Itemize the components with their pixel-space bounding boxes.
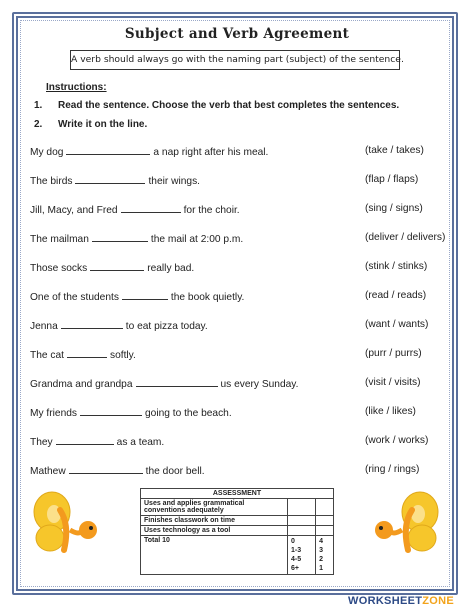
sentence-end: softly. — [109, 350, 136, 361]
question-row — [30, 463, 450, 477]
verb-choices: (like / likes) — [365, 406, 416, 417]
butterfly-left-icon — [30, 490, 100, 560]
sentence-end: us every Sunday. — [220, 379, 299, 390]
question-row — [30, 318, 450, 332]
question-row — [30, 289, 450, 303]
sentence-start: Jill, Macy, and Fred — [30, 205, 118, 216]
instructions-heading: Instructions: — [46, 82, 107, 93]
question-sentence — [30, 405, 232, 421]
worksheet-title: Subject and Verb Agreement — [124, 26, 350, 42]
assessment-score-cell — [316, 526, 334, 536]
question-row — [30, 173, 450, 187]
question-sentence — [30, 260, 194, 276]
assessment-heading: ASSESSMENT — [141, 489, 334, 499]
logo-part1: WORKSHEET — [348, 595, 423, 607]
scale-value: 6+ — [291, 565, 299, 572]
instruction-2 — [34, 119, 147, 130]
sentence-end: to eat pizza today. — [125, 321, 208, 332]
logo-part2: ZONE — [422, 595, 454, 607]
question-row — [30, 376, 450, 390]
question-row — [30, 202, 450, 216]
question-row — [30, 260, 450, 274]
sentence-end: the book quietly. — [170, 292, 245, 303]
sentence-start: My friends — [30, 408, 77, 419]
sentence-end: for the choir. — [183, 205, 240, 216]
question-row — [30, 405, 450, 419]
verb-choices: (flap / flaps) — [365, 174, 419, 185]
sentence-end: as a team. — [116, 437, 165, 448]
answer-blank[interactable] — [56, 434, 114, 445]
verb-choices: (purr / purrs) — [365, 348, 422, 359]
sentence-end: their wings. — [148, 176, 200, 187]
assessment-total-label: Total 10 — [141, 536, 288, 575]
answer-blank[interactable] — [122, 289, 168, 300]
answer-blank[interactable] — [80, 405, 142, 416]
sentence-end: the door bell. — [145, 466, 205, 477]
answer-blank[interactable] — [136, 376, 218, 387]
answer-blank[interactable] — [90, 260, 144, 271]
scale-value: 4-5 — [291, 556, 302, 563]
verb-choices: (visit / visits) — [365, 377, 421, 388]
rule-box: A verb should always go with the naming part (subject) of the sentence. — [70, 50, 400, 70]
worksheetzone-logo — [348, 595, 454, 607]
question-sentence — [30, 463, 205, 479]
instruction-1 — [34, 100, 399, 111]
verb-choices: (deliver / delivers) — [365, 232, 446, 243]
verb-choices: (want / wants) — [365, 319, 429, 330]
scale-value: 0 — [291, 538, 295, 545]
question-sentence — [30, 434, 164, 450]
sentence-end: a nap right after his meal. — [153, 147, 269, 158]
question-row — [30, 231, 450, 245]
verb-choices: (work / works) — [365, 435, 429, 446]
scale-value: 1 — [319, 565, 323, 572]
assessment-score-cell — [316, 516, 334, 526]
instruction-text: Write it on the line. — [58, 119, 148, 130]
instruction-text: Read the sentence. Choose the verb that best completes the sentences. — [58, 100, 400, 111]
assessment-score-cell — [288, 516, 316, 526]
sentence-start: They — [30, 437, 53, 448]
verb-choices: (take / takes) — [365, 145, 424, 156]
sentence-start: The birds — [30, 176, 73, 187]
sentence-end: going to the beach. — [145, 408, 232, 419]
assessment-scale-right — [316, 536, 334, 575]
sentence-start: Those socks — [30, 263, 88, 274]
question-sentence — [30, 289, 244, 305]
instruction-number: 1. — [34, 100, 43, 111]
sentence-start: One of the students — [30, 292, 119, 303]
assessment-scale-left — [288, 536, 316, 575]
sentence-start: The cat — [30, 350, 64, 361]
scale-value: 4 — [319, 538, 323, 545]
sentence-start: The mailman — [30, 234, 89, 245]
question-row — [30, 144, 450, 158]
answer-blank[interactable] — [69, 463, 143, 474]
sentence-start: Jenna — [30, 321, 58, 332]
assessment-score-cell — [288, 526, 316, 536]
sentence-end: really bad. — [147, 263, 195, 274]
assessment-table — [140, 488, 334, 575]
answer-blank[interactable] — [67, 347, 107, 358]
question-sentence — [30, 231, 243, 247]
sentence-start: My dog — [30, 147, 64, 158]
sentence-start: Grandma and grandpa — [30, 379, 133, 390]
answer-blank[interactable] — [121, 202, 181, 213]
question-sentence — [30, 376, 298, 392]
assessment-criterion: Finishes classwork on time — [141, 516, 288, 526]
butterfly-right-icon — [372, 490, 442, 560]
assessment-criterion: Uses technology as a tool — [141, 526, 288, 536]
assessment-score-cell — [316, 499, 334, 516]
answer-blank[interactable] — [61, 318, 123, 329]
question-row — [30, 347, 450, 361]
sentence-end: the mail at 2:00 p.m. — [150, 234, 244, 245]
answer-blank[interactable] — [92, 231, 148, 242]
question-row — [30, 434, 450, 448]
assessment-score-cell — [288, 499, 316, 516]
question-sentence — [30, 202, 240, 218]
scale-value: 1-3 — [291, 547, 302, 554]
question-sentence — [30, 318, 208, 334]
question-sentence — [30, 173, 200, 189]
verb-choices: (read / reads) — [365, 290, 427, 301]
sentence-start: Mathew — [30, 466, 66, 477]
instruction-number: 2. — [34, 119, 43, 130]
question-sentence — [30, 347, 136, 363]
verb-choices: (stink / stinks) — [365, 261, 428, 272]
answer-blank[interactable] — [66, 144, 150, 155]
assessment-criterion: Uses and applies grammatical conventions adequately — [141, 499, 288, 516]
verb-choices: (sing / signs) — [365, 203, 423, 214]
question-sentence — [30, 144, 268, 160]
scale-value: 2 — [319, 556, 323, 563]
scale-value: 3 — [319, 547, 323, 554]
answer-blank[interactable] — [75, 173, 145, 184]
verb-choices: (ring / rings) — [365, 464, 420, 475]
